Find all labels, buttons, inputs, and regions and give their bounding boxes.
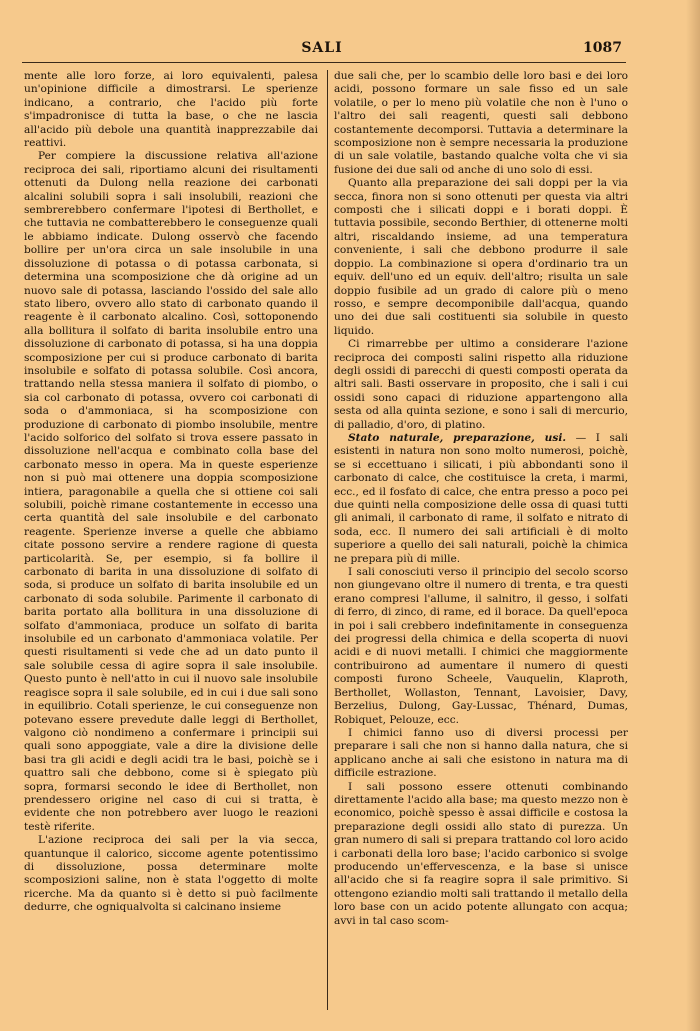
paragraph-text: Per compiere la discussione relativa all'azione reciproca dei sali, riportiamo alcuni dei risultamenti ottenuti da Dulong nella reazione dei carbonati alcalini solubili sopra i sali insolubili, reazioni che sembrerebbero confermare l'ipotesi di Berthollet, e che tuttavia ne combatterebbero le conseguenze quali le abbiamo indicate. Dulong osservò che facendo bollire per un'ora circa un sale insolubile in una dissoluzione di potassa o di potassa carbonata, si determina una scomposizione che dà origine ad un nuovo sale di potassa, lasciando l'ossido del sale allo stato libero, ovvero allo stato di carbonato quando il reagente è il carbonato alcalino. Così, sottoponendo alla bollitura il solfato di barita insolubile entro una dissoluzione di carbonato di potassa, si ha una doppia scomposizione per cui si produce carbonato di barita insolubile e solfato di potassa solubile. Così ancora, trattando nella stessa maniera il solfato di piombo, o sia col carbonato di potassa, ovvero coi carbonati di soda o d'ammoniaca, si ha scomposizione con produzione di carbonato di piombo insolubile, mentre l'acido solforico del solfato si trova essere passato in dissoluzione nell'acqua e combinato colla base del carbonato messo in opera. Ma in queste esperienze non si può mai ottenere una doppia scomposizione intiera, paragonabile a quella che si ottiene coi sali solubili, poichè rimane costantemente in eccesso una certa quantità del sale insolubile e del carbonato reagente. Sperienze inverse a quelle che abbiamo citate possono servire a rendere ragione di questa particolarità. Se, per esempio, si fa bollire il carbonato di barita in una dissoluzione di solfato di soda, si produce un solfato di barita insolubile ed un carbonato di soda solubile. Parimente il carbonato di barita portato alla bollitura in una dissoluzione di solfato d'ammoniaca, produce un solfato di barita insolubile ed un carbonato d'ammoniaca volatile. Per questi risultamenti si vede che ad un dato punto il sale solubile cessa di agire sopra il sale insolubile. Questo punto è nell'atto in cui il nuovo sale insolubile reagisce sopra il sale solubile, ed in cui i due sali sono in equilibrio. Cotali sperienze, le cui conseguenze non potevano essere prevedute dalle leggi di Berthollet, valgono ciò nondimeno a confermare i principii sui quali sono appoggiate, vale a dire la divisione delle basi tra gli acidi e degli acidi tra le basi, poichè se i quattro sali che debbono, come si è spiegato più sopra, formarsi secondo le idee di Berthollet, non prendessero origine nel caso di cui si tratta, è evidente che non potrebbero aver luogo le reazioni testè riferite. xyxy=(24,150,318,833)
paragraph xyxy=(24,150,318,834)
page-header xyxy=(22,38,622,60)
paragraph xyxy=(334,338,628,432)
column-divider xyxy=(327,70,328,1010)
paragraph-text: I sali conosciuti verso il principio del secolo scorso non giungevano oltre il numero di trenta, e tra questi erano compresi l'allume, il salnitro, il gesso, i solfati di ferro, di zinco, di rame, ed il borace. Da quell'epoca in poi i sali crebbero indefinitamente in conseguenza dei progressi della chimica e della scoperta di nuovi acidi e di nuovi metalli. I chimici che maggiormente contribuirono ad aumentare il numero di questi composti furono Scheele, Vauquelin, Klaproth, Berthollet, Wollaston, Tennant, Lavoisier, Davy, Berzelius, Dulong, Gay-Lussac, Thénard, Dumas, Robiquet, Pelouze, ecc. xyxy=(334,566,628,726)
header-rule xyxy=(22,62,626,63)
running-title: SALI xyxy=(301,40,343,56)
section-heading: Stato naturale, preparazione, usi. xyxy=(348,431,567,444)
page-number: 1087 xyxy=(583,40,622,56)
left-column xyxy=(24,70,318,1015)
paragraph xyxy=(334,70,628,177)
paragraph xyxy=(334,432,628,566)
page-edge-shadow xyxy=(686,0,700,1031)
paragraph-text: L'azione reciproca dei sali per la via secca, quantunque il calorico, siccome agente potentissimo di dissoluzione, possa determinare molte scomposizioni saline, non è stata l'oggetto di molte ricerche. Ma da quanto si è detto si può facilmente dedurre, che ogniqualvolta si calcinano insieme xyxy=(24,834,318,914)
paragraph-text: I chimici fanno uso di diversi processi per preparare i sali che non si hanno dalla natura, che si applicano anche ai sali che esistono in natura ma di difficile estrazione. xyxy=(334,726,628,780)
paragraph xyxy=(334,781,628,928)
paragraph xyxy=(334,727,628,781)
paragraph xyxy=(334,566,628,727)
paragraph-text: mente alle loro forze, ai loro equivalenti, palesa un'opinione difficile a dimostrarsi. Le sperienze indicano, a contrario, che l'acido più forte s'impadronisce di tutta la base, o che ne lascia all'acido più debole una quantità inapprezzabile dai reattivi. xyxy=(24,70,318,150)
paragraph xyxy=(334,177,628,338)
paragraph-text: due sali che, per lo scambio delle loro basi e dei loro acidi, possono formare un sale fisso ed un sale volatile, o per lo meno più volatile che non è l'uno o l'altro dei sali reagenti, questi sali debbono costantemente decomporsi. Tuttavia a determinare la scomposizione non è sempre necessaria la produzione di un sale volatile, bastando qualche volta che vi sia fusione dei due sali od anche di uno solo di essi. xyxy=(334,70,628,176)
paragraph xyxy=(24,834,318,914)
paragraph xyxy=(24,70,318,150)
paragraph-text: — I sali esistenti in natura non sono molto numerosi, poichè, se si eccettuano i silicati, i più abbondanti sono il carbonato di calce, che costituisce la creta, i marmi, ecc., ed il fosfato di calce, che entra presso a poco pei due quinti nella composizione delle ossa di quasi tutti gli animali, il carbonato di rame, il solfato e nitrato di soda, ecc. Il numero dei sali artificiali è di molto superiore a quello dei sali naturali, poichè la chimica ne prepara più di mille. xyxy=(334,431,628,565)
paragraph-text: I sali possono essere ottenuti combinando direttamente l'acido alla base; ma questo mezzo non è economico, poichè spesso è assai difficile e costosa la preparazione degli ossidi allo stato di purezza. Un gran numero di sali si prepara trattando col loro acido i carbonati della loro base; l'acido carbonico si svolge producendo un'effervescenza, e la base si unisce all'acido che si fa reagire sopra il sale primitivo. Si ottengono eziandio molti sali trattando il metallo della loro base con un acido potente allungato con acqua; avvi in tal caso scom- xyxy=(334,780,628,927)
right-column xyxy=(334,70,628,1015)
paragraph-text: Ci rimarrebbe per ultimo a considerare l'azione reciproca dei composti salini rispetto alla riduzione degli ossidi di parecchi di questi composti operata da altri sali. Basti osservare in proposito, che i sali i cui ossidi sono capaci di riduzione appartengono alla sesta od alla quinta sezione, e sono i sali di mercurio, di palladio, d'oro, di platino. xyxy=(334,338,628,431)
paragraph-text: Quanto alla preparazione dei sali doppi per la via secca, finora non si sono ottenuti per questa via altri composti che i silicati doppi e i borati doppi. È tuttavia possibile, secondo Berthier, di ottenerne molti altri, riscaldando insieme, ad una temperatura conveniente, i sali che debbono produrre il sale doppio. La combinazione si opera d'ordinario tra un equiv. dell'uno ed un equiv. dell'altro; risulta un sale doppio fusibile ad un grado di calore più o meno rosso, e sempre decomponibile dall'acqua, quando uno dei due sali costituenti sia solubile in questo liquido. xyxy=(334,177,628,337)
